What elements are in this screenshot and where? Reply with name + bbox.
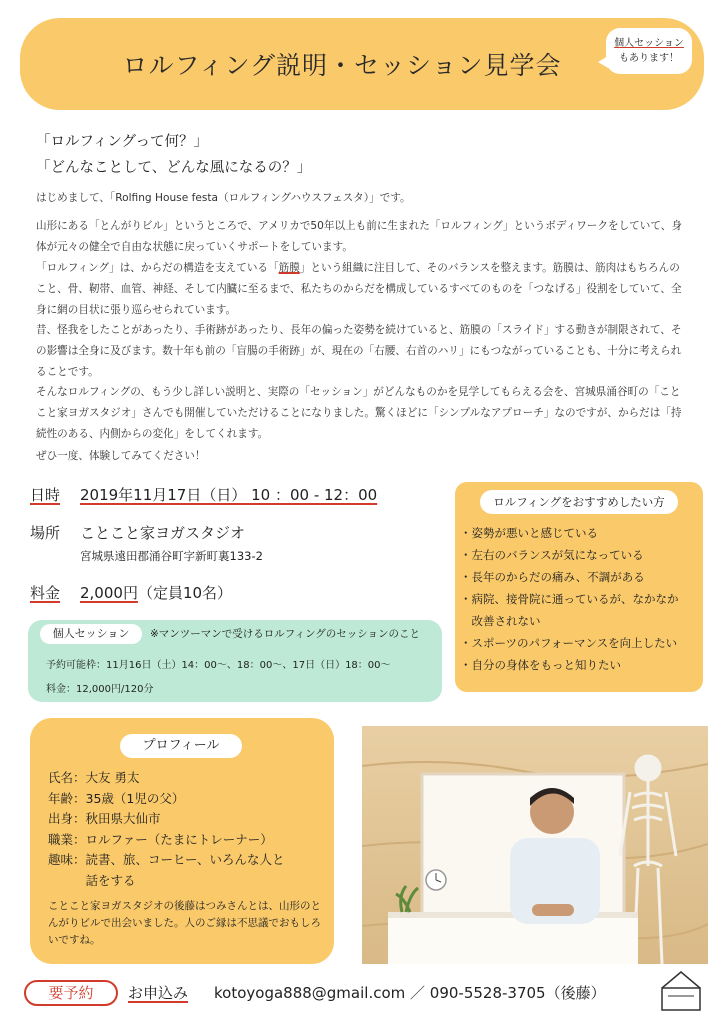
intro-paragraph-6: ぜひ一度、体験してみてください！ [36,450,206,462]
profile-row: 話をする [48,872,136,888]
speech-bubble [606,28,692,74]
session-fee: 料金：12,000円/120分 [46,684,154,695]
place-name: ことこと家ヨガスタジオ [80,524,246,542]
place-label: 場所 [30,524,61,542]
p3-part-b: 」という組織に注目して、そのバランスを整えます。筋膜は、筋肉はもちろんのこと、骨、靭帯、血管、神経、そして内臓に至るまで、私たちのからだを構成しているすべてのものを「つなげる」役割をしていて、全身に網の目状に張り巡らせられています。 [36,262,682,316]
profile-row: 趣味：読書、旅、コーヒー、いろんな人と [48,852,285,867]
festa-logo [656,966,706,1014]
place-address: 宮城県遠田郡涌谷町字新町裏133-2 [80,549,263,563]
list-item: ・長年のからだの痛み、不調がある [460,570,645,584]
profile-row: 職業：ロルファー（たまにトレーナー） [48,831,273,847]
intro-paragraph-3 [36,258,690,321]
list-item: ・左右のバランスが気になっている [460,548,644,562]
bubble-line-2: もあります！ [619,53,679,64]
list-item: 改善されない [460,614,541,628]
fee-value: 2,000円 [80,584,138,602]
list-item: ・スポーツのパフォーマンスを向上したい [460,636,678,650]
house-logo-icon [656,966,706,1014]
question-2: 「どんなことして、どんな風になるの？」 [36,160,312,176]
profile-row: 出身：秋田県大仙市 [48,811,161,826]
profile-rows [48,768,285,891]
list-item: ・自分の身体をもっと知りたい [460,658,621,672]
p3-part-a: 「ロルフィング」は、からだの構造を支えている「 [36,262,279,274]
profile-title: プロフィール [120,734,242,758]
profile-row: 氏名：大友 勇太 [48,770,140,785]
contact-info[interactable]: kotoyoga888@gmail.com ／ 090-5528-3705（後藤） [214,984,606,1002]
intro-paragraph-1: はじめまして、「Rolfing House festa（ロルフィングハウスフェスタ）」です。 [36,192,411,204]
session-note: ※マンツーマンで受けるロルフィングのセッションのこと [150,628,421,640]
date-label: 日時 [30,486,61,504]
intro-paragraph-4: 昔、怪我をしたことがあったり、手術跡があったり、長年の偏った姿勢を続けていると、筋膜の「スライド」する動きが制限されて、その影響は全身に及びます。数十年も前の「盲腸の手術跡」が、現在の「右腰、右首のハリ」にもつながっていることも、十分に考えられることです。 [36,324,682,378]
profile-description: ことこと家ヨガスタジオの後藤はつみさんとは、山形のとんがりビルで出会いました。人のご縁は不思議でおもしろいですね。 [48,900,321,946]
intro-paragraph-5: そんなロルフィングの、もう少し詳しい説明と、実際の「セッション」がどんなものかを見学してもらえる会を、宮城県涌谷町の「ことこと家ヨガスタジオ」さんでも開催していただけることになりました。驚くほどに「シンプルなアプローチ」なのですが、からだは「持続性のある、内側からの変化」をしてくれます。 [36,386,682,440]
recommend-title: ロルフィングをおすすめしたい方 [480,490,678,514]
rolfer-photo [362,726,708,964]
question-1: 「ロルフィングって何？」 [36,134,208,150]
fee-note: （定員10名） [137,584,233,602]
session-times: 予約可能枠：11月16日（土）14：00〜、18：00〜、17日（日）18：00〜 [46,660,391,671]
profile-row: 年齢：35歳（1児の父） [48,790,185,806]
fee-label: 料金 [30,584,61,602]
apply-label: お申込み [128,984,189,1002]
date-value: 2019年11月17日（日） 10 ：00 - 12：00 [80,486,378,504]
page-title: ロルフィング説明・セッション見学会 [122,51,562,80]
photo-illustration [362,726,708,964]
intro-paragraph-2: 山形にある「とんがりビル」というところで、アメリカで50年以上も前に生まれた「ロルフィング」というボディワークをしていて、身体が元々の健全で自由な状態に戻っていくサポートをしています。 [36,220,682,253]
bubble-line-1: 個人セッション [614,38,684,49]
list-item: ・姿勢が悪いと感じている [460,526,598,540]
session-label: 個人セッション [40,624,142,644]
recommend-list [460,522,700,676]
fee-line [80,582,232,603]
reservation-required-badge: 要予約 [24,980,118,1006]
keyword-fascia: 筋膜 [278,262,300,274]
list-item: ・病院、接骨院に通っているが、なかなか [460,592,679,606]
